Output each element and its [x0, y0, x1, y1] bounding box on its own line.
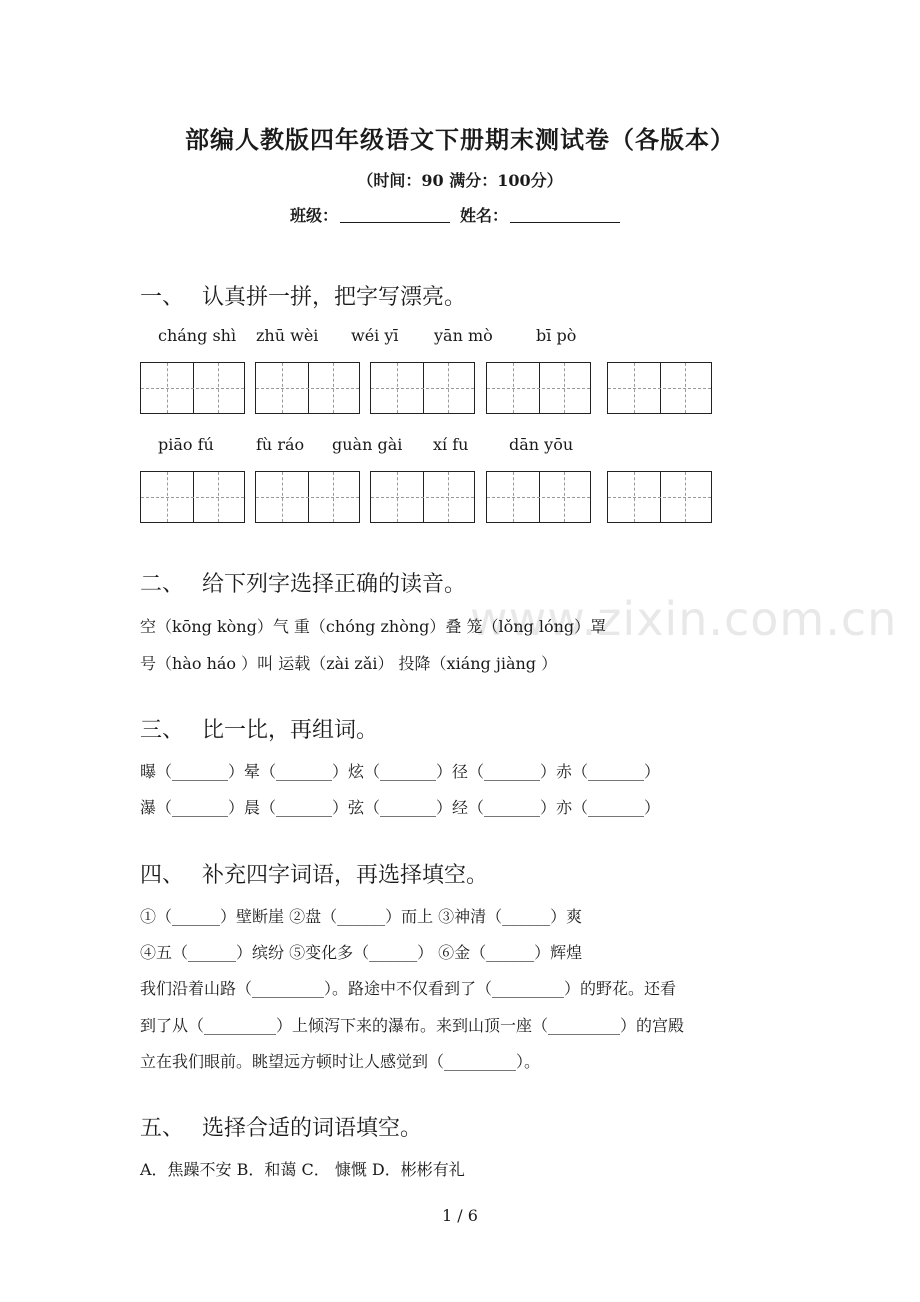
- writing-grid[interactable]: [486, 362, 591, 414]
- writing-grid[interactable]: [607, 471, 712, 523]
- page-title: 部编人教版四年级语文下册期末测试卷（各版本）: [185, 125, 735, 154]
- writing-grid[interactable]: [370, 471, 475, 523]
- section-5-heading: [140, 1111, 422, 1142]
- writing-grid[interactable]: [140, 362, 245, 414]
- pinyin-1-3: wéi yī: [351, 326, 399, 345]
- compare-line-1: 曝（_______）晕（_______）炫（_______）径（_______）赤（_______）: [140, 762, 661, 781]
- section-3-heading: [140, 713, 378, 744]
- section-number: 二、: [140, 572, 185, 597]
- section-number: 一、: [140, 285, 185, 310]
- section-2-heading: [140, 567, 466, 598]
- compare-line-2: 瀑（_______）晨（_______）弦（_______）经（_______）亦（_______）: [140, 798, 661, 817]
- pinyin-2-2: fù ráo: [256, 435, 305, 454]
- pronunciation-line-2: 号（hào háo ）叫 运载（zài zǎi） 投降（xiáng jiàng ）: [140, 654, 558, 673]
- pinyin-2-3: guàn gài: [332, 435, 403, 454]
- section-number: 三、: [140, 718, 185, 743]
- exam-info: （时间：90 满分：100分）: [357, 171, 563, 190]
- section-title: 比一比，再组词。: [202, 718, 379, 743]
- pinyin-2-5: dān yōu: [509, 435, 574, 454]
- idiom-line-2: ④五（______）缤纷 ⑤变化多（______） ⑥金（______）辉煌: [140, 943, 583, 962]
- class-blank[interactable]: [340, 206, 450, 223]
- writing-grid[interactable]: [255, 471, 360, 523]
- section-1-heading: [140, 280, 466, 311]
- page-number: 1 / 6: [442, 1206, 478, 1225]
- writing-grid[interactable]: [370, 362, 475, 414]
- pinyin-1-2: zhū wèi: [256, 326, 319, 345]
- word-options: A．焦躁不安 B．和蔼 C． 慷慨 D．彬彬有礼: [140, 1160, 465, 1179]
- pinyin-1-4: yān mò: [434, 326, 493, 345]
- paragraph-line-2: 到了从（_________）上倾泻下来的瀑布。来到山顶一座（_________）的宫殿: [140, 1016, 685, 1035]
- pinyin-1-1: cháng shì: [158, 326, 237, 345]
- pinyin-2-4: xí fu: [433, 435, 469, 454]
- section-number: 四、: [140, 863, 185, 888]
- writing-grid[interactable]: [607, 362, 712, 414]
- student-info-line: [0, 203, 920, 226]
- section-title: 认真拼一拼，把字写漂亮。: [202, 285, 467, 310]
- section-4-heading: [140, 858, 488, 889]
- paragraph-line-3: 立在我们眼前。眺望远方顿时让人感觉到（_________）。: [140, 1052, 541, 1071]
- section-title: 补充四字词语，再选择填空。: [202, 863, 489, 888]
- name-blank[interactable]: [510, 206, 620, 223]
- writing-grid[interactable]: [486, 471, 591, 523]
- pronunciation-line-1: 空（kōng kòng）气 重（chóng zhòng）叠 笼（lǒng lóng）罩: [140, 617, 607, 636]
- writing-grid[interactable]: [140, 471, 245, 523]
- section-number: 五、: [140, 1116, 185, 1141]
- pinyin-1-5: bī pò: [536, 326, 577, 345]
- watermark-text: www.zixin.com.cn: [470, 592, 898, 646]
- name-label: 姓名：: [460, 206, 509, 225]
- class-label: 班级：: [289, 206, 338, 225]
- section-title: 选择合适的词语填空。: [202, 1116, 423, 1141]
- paragraph-line-1: 我们沿着山路（_________）。路途中不仅看到了（_________）的野花。还看: [140, 979, 677, 998]
- idiom-line-1: ①（______）壁断崖 ②盘（______）而上 ③神清（______）爽: [140, 907, 583, 926]
- section-title: 给下列字选择正确的读音。: [202, 572, 467, 597]
- pinyin-2-1: piāo fú: [158, 435, 214, 454]
- writing-grid[interactable]: [255, 362, 360, 414]
